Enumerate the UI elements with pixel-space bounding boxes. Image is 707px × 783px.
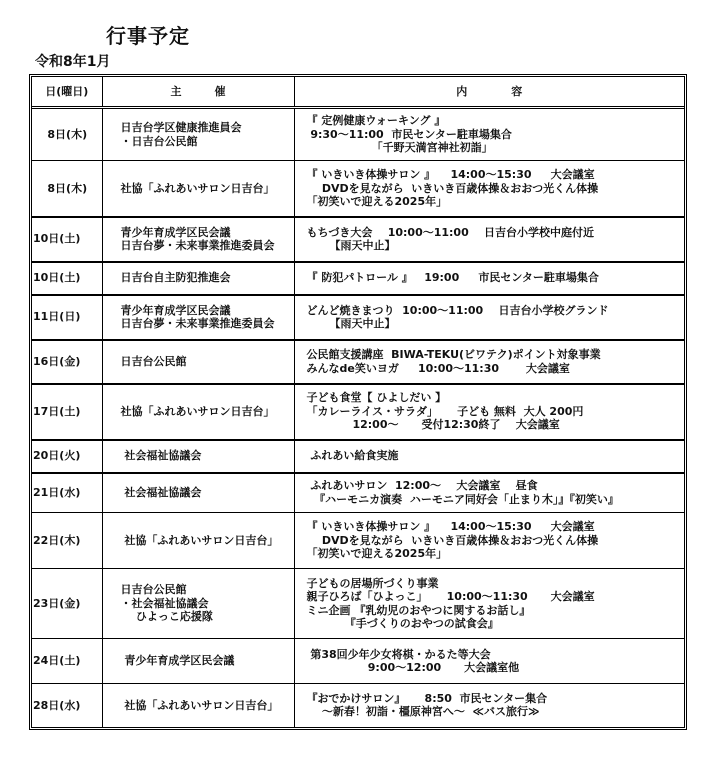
- organizer-line: 日吉台自主防犯推進会: [120, 271, 231, 285]
- content-line: 子どもの居場所づくり事業: [306, 576, 439, 590]
- content-line: 「初笑いで迎える2025年」: [306, 547, 448, 561]
- event-content: [294, 340, 684, 384]
- event-content: [294, 384, 684, 440]
- table-row: [32, 340, 684, 384]
- content-line: 『 防犯パトロール 』 19:00 市民センター駐車場集合: [306, 271, 599, 285]
- event-organizer: [102, 295, 294, 340]
- content-line: 『 いきいき体操サロン 』 14:00〜15:30 大会議室: [306, 520, 595, 534]
- event-organizer: [102, 161, 294, 217]
- event-date: 8日(木): [32, 108, 102, 161]
- organizer-line: 社協「ふれあいサロン日吉台」: [120, 698, 279, 712]
- content-line: DVDを見ながら いきいき百歳体操＆おおつ光くん体操: [306, 533, 599, 547]
- event-date: 17日(土): [32, 384, 102, 440]
- content-line: ミニ企画 『乳幼児のおやつに関するお話し』: [306, 603, 531, 617]
- event-content: [294, 440, 684, 473]
- content-line: 『 いきいき体操サロン 』 14:00〜15:30 大会議室: [306, 168, 595, 181]
- event-content: [294, 217, 684, 262]
- organizer-line: 青少年育成学区民会議: [120, 225, 231, 239]
- table-row: [32, 384, 684, 440]
- table-row: [32, 217, 684, 262]
- content-line: みんなde笑いヨガ 10:00〜11:30 大会議室: [306, 361, 570, 375]
- organizer-line: 青少年育成学区民会議: [120, 303, 231, 317]
- event-date: 23日(金): [32, 569, 102, 639]
- schedule-table: [29, 74, 687, 730]
- event-content: [294, 569, 684, 639]
- event-content: [294, 639, 684, 684]
- organizer-line: 青少年育成学区民会議: [120, 654, 235, 668]
- content-line: 〜新春！初詣・橿原神宮へ〜 ≪バス旅行≫: [306, 705, 540, 719]
- table-row: [32, 684, 684, 727]
- table-row: [32, 569, 684, 639]
- content-line: 『おでかけサロン』 8:50 市民センター集合: [306, 691, 548, 705]
- page-title: 行事予定: [106, 24, 190, 48]
- event-content: [294, 473, 684, 513]
- event-content: [294, 684, 684, 727]
- content-line: 【雨天中止】: [306, 239, 396, 252]
- organizer-line: 日吉台公民館: [120, 354, 187, 368]
- event-organizer: [102, 440, 294, 473]
- event-organizer: [102, 684, 294, 727]
- content-line: 『手づくりのおやつの試食会』: [306, 617, 499, 630]
- content-line: 12:00〜 受付12:30終了 大会議室: [306, 418, 560, 432]
- content-line: どんど焼きまつり 10:00〜11:00 日吉台小学校グランド: [306, 303, 609, 317]
- content-line: 【雨天中止】: [306, 317, 396, 330]
- table-row: [32, 262, 684, 295]
- event-organizer: [102, 569, 294, 639]
- month-heading: 令和8年1月: [35, 54, 111, 70]
- organizer-line: 日吉台夢・未来事業推進委員会: [120, 317, 275, 330]
- event-date: 11日(日): [32, 295, 102, 340]
- event-organizer: [102, 108, 294, 161]
- event-organizer: [102, 513, 294, 569]
- content-line: 9:00〜12:00 大会議室他: [306, 661, 520, 674]
- organizer-line: 日吉台学区健康推進員会: [120, 121, 242, 134]
- event-organizer: [102, 384, 294, 440]
- event-date: 28日(水): [32, 684, 102, 727]
- table-row: [32, 513, 684, 569]
- event-organizer: [102, 262, 294, 295]
- event-content: [294, 108, 684, 161]
- content-line: 『ハーモニカ演奏 ハーモニア同好会「止まり木」』『初笑い』: [306, 492, 619, 506]
- organizer-line: ひよっこ応援隊: [120, 610, 213, 624]
- table-row: [32, 161, 684, 217]
- event-organizer: [102, 639, 294, 684]
- event-organizer: [102, 473, 294, 513]
- event-date: 16日(金): [32, 340, 102, 384]
- event-content: [294, 262, 684, 295]
- content-line: 「千野天満宮神社初詣」: [306, 141, 493, 155]
- event-organizer: [102, 340, 294, 384]
- table-row: [32, 639, 684, 684]
- table-header-row: [32, 77, 684, 108]
- content-line: 「初笑いで迎える2025年」: [306, 195, 448, 208]
- content-line: DVDを見ながら いきいき百歳体操＆おおつ光くん体操: [306, 181, 599, 195]
- organizer-line: 社協「ふれあいサロン日吉台」: [120, 181, 275, 195]
- event-content: [294, 513, 684, 569]
- event-date: 21日(水): [32, 473, 102, 513]
- content-line: 子ども食堂【 ひよしだい 】: [306, 391, 447, 405]
- content-line: 『 定例健康ウォーキング 』: [306, 114, 446, 128]
- organizer-line: 社会福祉協議会: [120, 486, 202, 499]
- content-line: 親子ひろば「ひよっこ」 10:00〜11:30 大会議室: [306, 590, 595, 603]
- event-date: 10日(土): [32, 262, 102, 295]
- event-date: 10日(土): [32, 217, 102, 262]
- header-date: 日(曜日): [32, 77, 102, 108]
- organizer-line: ・社会福祉協議会: [120, 596, 209, 610]
- event-date: 22日(木): [32, 513, 102, 569]
- organizer-line: 社協「ふれあいサロン日吉台」: [120, 533, 279, 547]
- table-row: [32, 440, 684, 473]
- content-line: ふれあいサロン 12:00〜 大会議室 昼食: [306, 479, 538, 493]
- content-line: もちづき大会 10:00〜11:00 日吉台小学校中庭付近: [306, 225, 595, 239]
- header-content: 内 容: [294, 77, 684, 108]
- event-content: [294, 295, 684, 340]
- event-organizer: [102, 217, 294, 262]
- content-line: 「カレーライス・サラダ」 子ども 無料 大人 200円: [306, 404, 584, 418]
- organizer-line: 社協「ふれあいサロン日吉台」: [120, 404, 275, 418]
- organizer-line: ・日吉台公民館: [120, 134, 198, 148]
- table-row: [32, 473, 684, 513]
- organizer-line: 社会福祉協議会: [120, 449, 202, 463]
- organizer-line: 日吉台夢・未来事業推進委員会: [120, 239, 275, 252]
- table-row: [32, 108, 684, 161]
- event-date: 8日(木): [32, 161, 102, 217]
- content-line: ふれあい給食実施: [306, 449, 399, 463]
- content-line: 第38回少年少女将棋・かるた等大会: [306, 647, 491, 661]
- organizer-line: 日吉台公民館: [120, 583, 187, 597]
- event-date: 24日(土): [32, 639, 102, 684]
- content-line: 公民館支援講座 BIWA-TEKU(ビワテク)ポイント対象事業: [306, 348, 601, 361]
- header-organizer: 主 催: [102, 77, 294, 108]
- content-line: 9:30〜11:00 市民センター駐車場集合: [306, 127, 512, 141]
- table-row: [32, 295, 684, 340]
- event-content: [294, 161, 684, 217]
- event-date: 20日(火): [32, 440, 102, 473]
